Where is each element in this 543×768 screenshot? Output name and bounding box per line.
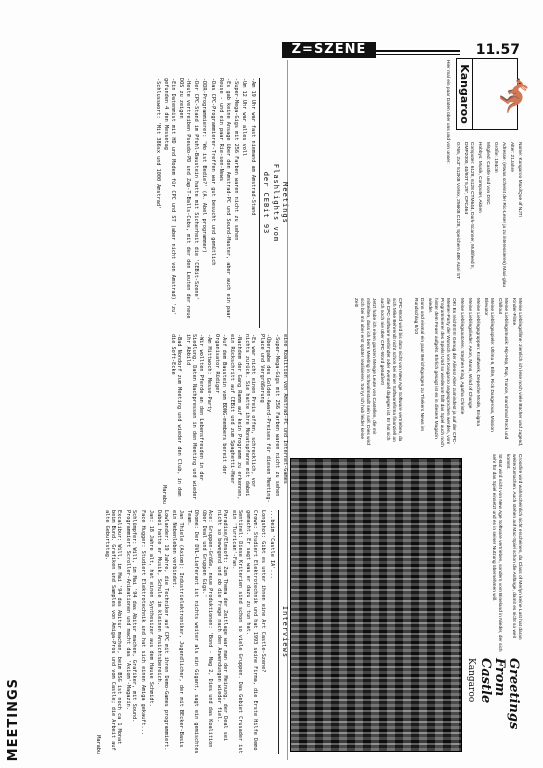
profile-line: Hobbys: Musik, Computer, Aktien: [477, 142, 482, 213]
paragraph: -Wir wollten Pferde an den Lebensfreuden in der Siedlung. Daten Nachpressen in den Meeting und wieder ihr Abbild: [184, 334, 204, 500]
meetings-heading: Meetings: [281, 182, 289, 224]
kangaroo-logo: [456, 58, 530, 130]
favorite-line: Meine Lieblingsspiele: Ultima 6, Elite, Rick Dangerous, Mission Elevator: [483, 298, 494, 432]
paragraph: Longshot: Gibt es unter ihnen eine Art Castle-Szene?: [260, 510, 267, 673]
cebit-heading: der CEBit 93: [262, 171, 271, 235]
profile-line: Größe: 194cm: [493, 142, 498, 173]
photo-texture: [291, 459, 461, 751]
paragraph: -Super-Mega-Gigs mit 256 Farben waren nicht zu sehen: [232, 78, 239, 241]
paragraph: Face Hugger: Studiert Elektrotechnik und hat sich einen Amiga gekauft...: [139, 510, 146, 735]
paragraph: Dhome: Der DVL-Lieferant ist nichts weiter als ein Gigant, sagt ein gemischtes Team.: [186, 510, 199, 754]
paragraph: -Am 19 Uhr war fast niemand am Amstrad-Stand: [249, 78, 256, 216]
paragraph: Paradise/Elmsoft: Zum Thema der Zeitlage war man der Meinung, der Deal sei nicht so bewegend und ob die Frage nach den Anwendungen wieder fiel.: [215, 510, 229, 742]
greeting-line: Greetings: [506, 658, 521, 730]
profile-line: Computer: 6128, 6128 CTM644, Dark-Scanner, Multifeed II, DMP2000, 40/80T 5,25", CPC464: [463, 142, 474, 269]
paragraph: Dann und einmal ein paar Berichtigungen zu Thekers News im Rundschlag 8/10: [413, 298, 424, 431]
paragraph: -Am Mittwoch: Messe-Party: [205, 334, 212, 413]
profile-line: Mitglied: Castle und von DSC: [485, 142, 490, 205]
profile-section: [290, 58, 530, 758]
paragraph: -DDR-Programmierer: 'Wo ist Bedie?' (A. Abel programmer): [201, 78, 208, 253]
favorite-line: Meine Lieblingsfilme: ziemlich ich lese noch viele Bücher und Jugend, Kinder-Filme: [511, 298, 522, 447]
signature: Marabu: [161, 485, 168, 504]
header-rule-thin: [376, 54, 460, 55]
meetings-column-1: [66, 78, 288, 328]
paragraph: St-Bat wird nicht von New Age Software vertrieben, sondern vom Bineland in Nieder, der sich sehr für das Spiel einsetzt und es in seiner Nutzung übernehmen will.: [491, 454, 502, 652]
section-label: [6, 678, 46, 762]
paragraph: Crossfire wird wahrscheinlich nicht erscheinen, da Class of Merlyn keine Lust hat daran weiterzumachen. Auch stehen auf Mac-Spiel schon die Anfänge, damit es nicht so weit kommt.: [505, 454, 522, 640]
paragraph: -Auf dem Baustein vom BDNG-members bereit der Organisator Rüdiger: [214, 334, 227, 475]
paragraph: -Es gab keine Ansage über den Amstrad-PC und Sound-Master, aber auch ein paar Reuse - und ein paar Rie-sen-News: [218, 78, 231, 319]
greetings-block: [464, 658, 520, 750]
meetings-column-2: [66, 334, 288, 504]
greeting-line: From: [492, 658, 507, 697]
interviews-heading: Interviews: [281, 605, 289, 659]
paragraph: CPC-Word wird bis dato nicht von New Age Software vertrieben, da sich Mike Behrendt nicht schon bei einer Softwarefirma finanziell an die CPC-Software verbindet oder eventuell dagegen ist. Er hat sich auch noch nie über CPC-Word geäußert!: [379, 298, 402, 442]
profile-rotated-content: [290, 58, 530, 758]
issue-number: 11.57: [475, 42, 520, 58]
favorite-line: Meine Lieblingsautoren: Stephen King, Agatha Christie: [459, 298, 464, 415]
flashlights-heading: Flashlights vom: [271, 163, 280, 243]
paragraph: eine Koalition von Amstrad-PC und Internet-Games: [282, 334, 288, 484]
favorite-line: Meine Lieblingsmusik: Hip-Hop, Rap, Trance, manchmal Rock und Chillout: [497, 298, 508, 440]
greeting-line: Castle: [478, 658, 493, 704]
paragraph: Ace: Gruppen-Größe, neue Produktionen: 'Bond - Mag 2, Dies und das Koalition über Deal und Gruppen Gigs.': [200, 510, 214, 748]
paragraph: -Übergabe des Golden-Award-Preises für diesen Meeting-Place und Vergrößerung: [258, 334, 272, 503]
profile-line: G765, 2x3" 512KB Vortex, 256KB C128, Speichern 48K Atari ST: [455, 142, 460, 279]
favorite-line: Meine Lieblingsgruppen: Kraftwerk, Depeche Mode, Enigma: [475, 298, 480, 426]
profile-line: Name: Kangaroo Maxi/Que of NJT!: [517, 142, 522, 217]
paragraph: -Das CPC-Programmierer-Treffen war gut besucht und gemütlich: [209, 78, 216, 266]
paragraph: -Der CPC-Stand im Pfuhl-Baustein hatte mit Sicherheit die 'CEBit-Szene': [192, 78, 199, 300]
profile-line: Alter: 21Jahre: [509, 142, 514, 172]
heading-rule: [259, 78, 260, 328]
paragraph: OK! Es reicht!!!!!!! Genug der Aliens! Aber zumindest ja auf der CPC-Meeter-Party der Wunsch von Kangaroo angesprochen werden, vom Programmierer des Spiels! Und so wiederum fällt das Spiel auch noch hinter dem Feuer aufgeht. Ehrlich gesagt ist es in diesem Magazin wieder.: [427, 298, 456, 447]
meetings-section: [66, 78, 288, 754]
paragraph: Lowlander: 19 Jahre, die Techniker auf CPC mit ihren Demo-Games programmiert. Dabei hatte er Musik, Schule im kleinen Ansichtsbereich.: [156, 510, 169, 751]
paragraph: -Heute vertreiben Pseudo-PD und Zap-T-Balls-Cubs, mit der den Leuten der neue DOS zu zeigen: [178, 78, 191, 319]
paragraph: -Um 12 Uhr war alles voll: [241, 78, 248, 157]
heading-rule: [278, 510, 279, 754]
logo-text: Kangaroo: [457, 59, 473, 129]
intro-text: Hier mal ein paar Daten über uns und von unser:: [445, 60, 450, 164]
header-rule: [376, 50, 460, 52]
favorite-line: Meine Lieblingslieder: Aeon, Mann, Wind of Change: [467, 298, 472, 409]
section-label-text: MEETINGS: [6, 678, 21, 762]
paragraph: Sentinel: Diese Kriterien sind schon so viele Gruppen. Das Gebiet Crusader ist ein 'Turrican'-Fan.: [230, 510, 243, 754]
magazine-title: Z=SZENE: [282, 42, 376, 58]
interviews-column: [66, 510, 288, 754]
profile-line: Adresse: (etwas scheint der Ric-Leser ja zu interessieren) Maxi-glau: [501, 142, 506, 288]
paragraph: -Ein Datenmist mit HD und Modem für CPC und ST (aber nicht von Amstrad) 'zu' gefunden 4 den Messetag: [163, 78, 176, 316]
paragraph: -Bad Nondorf zum Meeting und wieder den Club, in dem die Soft-Ecke: [169, 334, 183, 497]
notes-column-2: [290, 298, 402, 448]
paragraph: Crown: Studiert Elektrotechnik und hat 1993 seine Firma, die Erste Hilfe Demo gemacht. Er sagt was er dazu zu tun hat.: [245, 510, 258, 751]
group-photo: [290, 458, 462, 752]
greeting-signature: Kangaroo: [466, 658, 476, 703]
paragraph: Jetzt habe ich einen ganzen Menge Leute von Castellen, die mir mitteilten, dass ich beim Meeting in Schwalmstadt sein soll. Dies wird sich bei mir aber erst später realisieren. Sorry! Ich hab leider keine Zeit!: [353, 298, 376, 445]
kangaroo-icon: 🦘: [495, 77, 530, 115]
notes-column: [464, 454, 522, 654]
paragraph: Jan: 18 Jahre alt, hat einen Synthesizer aus dem Hause Schmidt.: [148, 510, 155, 707]
profile-column: [290, 142, 522, 292]
paragraph: Jan Thiele (Axiom): Industrielektroniker, Jugendlicher, der mit BEcker-Basis ein Nebenleben verbindet.: [171, 510, 184, 748]
interviews-subheading: ...beim 'Castle IA'...: [268, 510, 275, 579]
meetings-rotated-content: [66, 78, 288, 754]
paragraph: -Nachdem der Gang Ramm auf kein Programm zu erkennen, ein Rückschritt auf CEBit und zum Spaghetti-Meer: [229, 334, 242, 500]
paragraph: -Schlusswort: 'Mit 386sx und 1000 Amstrad': [154, 78, 161, 210]
paragraph: -Es war nicht einen Preis offen, schrecklich, vor nichts zurück. Sie hatte ihre Monatspfanne mit dabei: [243, 334, 257, 497]
paragraph: Schlümpfer: Will, im Mai '94 das Abitur machen, Grafiker, mit Sound. Programmiert Scroller-Animationen und macht das 'Axiom'-Magazin.: [124, 510, 138, 723]
paragraph: Excalibur: Will, im Mai '94 das Abitur machen, beim BSG ist noch ca 1 Monat beim Bund. Grafiken und Samples von Amiga-Pros und vom Castle; die Arbeit auf alte Geburtstag.: [103, 510, 123, 751]
signature: Marabu: [95, 735, 102, 754]
paragraph: -Super-Mega-Gigs mit 256 Farben waren nicht zu sehen: [273, 334, 280, 497]
